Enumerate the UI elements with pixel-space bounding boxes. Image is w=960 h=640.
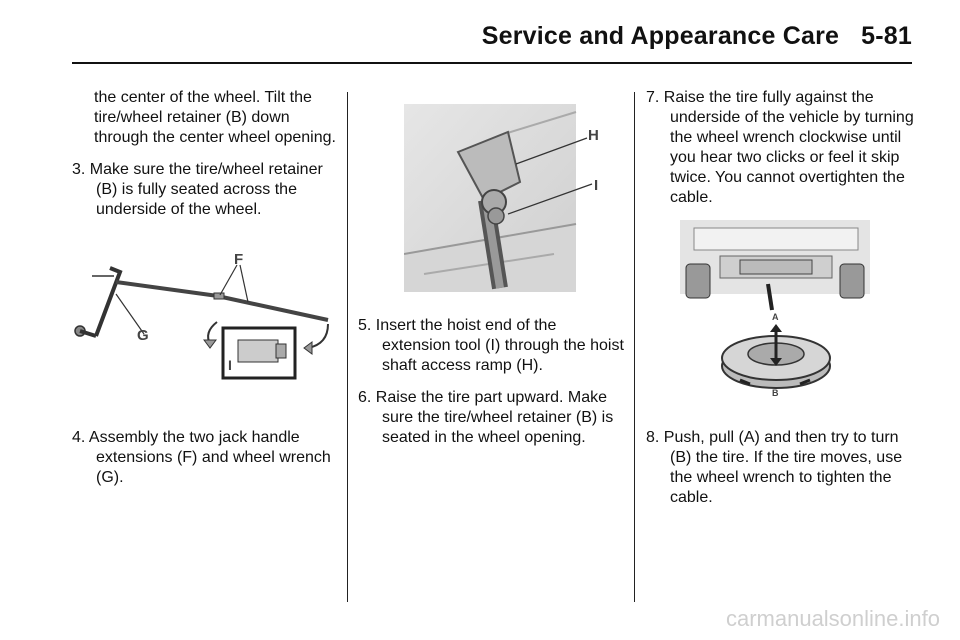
step-4-text: 4. Assembly the two jack handle extensions (F) and wheel wrench (G). <box>72 429 331 486</box>
spare-tire-figure <box>680 220 870 412</box>
step-5-text: 5. Insert the hoist end of the extension tool (I) through the hoist shaft access ramp (H). <box>358 317 624 374</box>
right-column-lower <box>646 428 916 508</box>
figure-label-i-middle: I <box>594 177 599 194</box>
right-column <box>646 88 916 208</box>
jack-handle-figure <box>72 240 340 388</box>
column-divider-left <box>347 92 348 602</box>
step-8-text: 8. Push, pull (A) and then try to turn (B) the tire. If the tire moves, use the wheel wrench to tighten the cable. <box>646 429 903 506</box>
watermark-text: carmanualsonline.info <box>725 606 940 631</box>
header-rule <box>72 62 912 64</box>
section-title <box>482 22 912 51</box>
figure-label-f: F <box>234 251 244 268</box>
figure-label-h: H <box>588 127 599 144</box>
left-column <box>72 88 340 220</box>
hoist-shaft-figure <box>404 104 604 294</box>
step-7-text: 7. Raise the tire fully against the underside of the vehicle by turning the wheel wrench clockwise until you hear two clicks or feel it skip twice. You cannot overtighten the cable. <box>646 89 914 206</box>
figure-label-i: I <box>228 357 232 373</box>
page-header <box>0 0 960 64</box>
column-divider-right <box>634 92 635 602</box>
figure-label-g: G <box>137 327 149 344</box>
left-column-lower <box>72 428 340 488</box>
middle-column <box>358 316 626 448</box>
step-continued-text: the center of the wheel. Tilt the tire/wheel retainer (B) down through the center wheel opening. <box>94 89 336 146</box>
page-number: 5-81 <box>861 22 912 50</box>
step-3-text: 3. Make sure the tire/wheel retainer (B) is fully seated across the underside of the wheel. <box>72 161 323 218</box>
section-title-text: Service and Appearance Care <box>481 22 840 50</box>
step-6-text: 6. Raise the tire part upward. Make sure the tire/wheel retainer (B) is seated in the wheel opening. <box>358 389 614 446</box>
figure-label-a: A <box>772 312 779 322</box>
figure-label-b: B <box>772 388 779 398</box>
